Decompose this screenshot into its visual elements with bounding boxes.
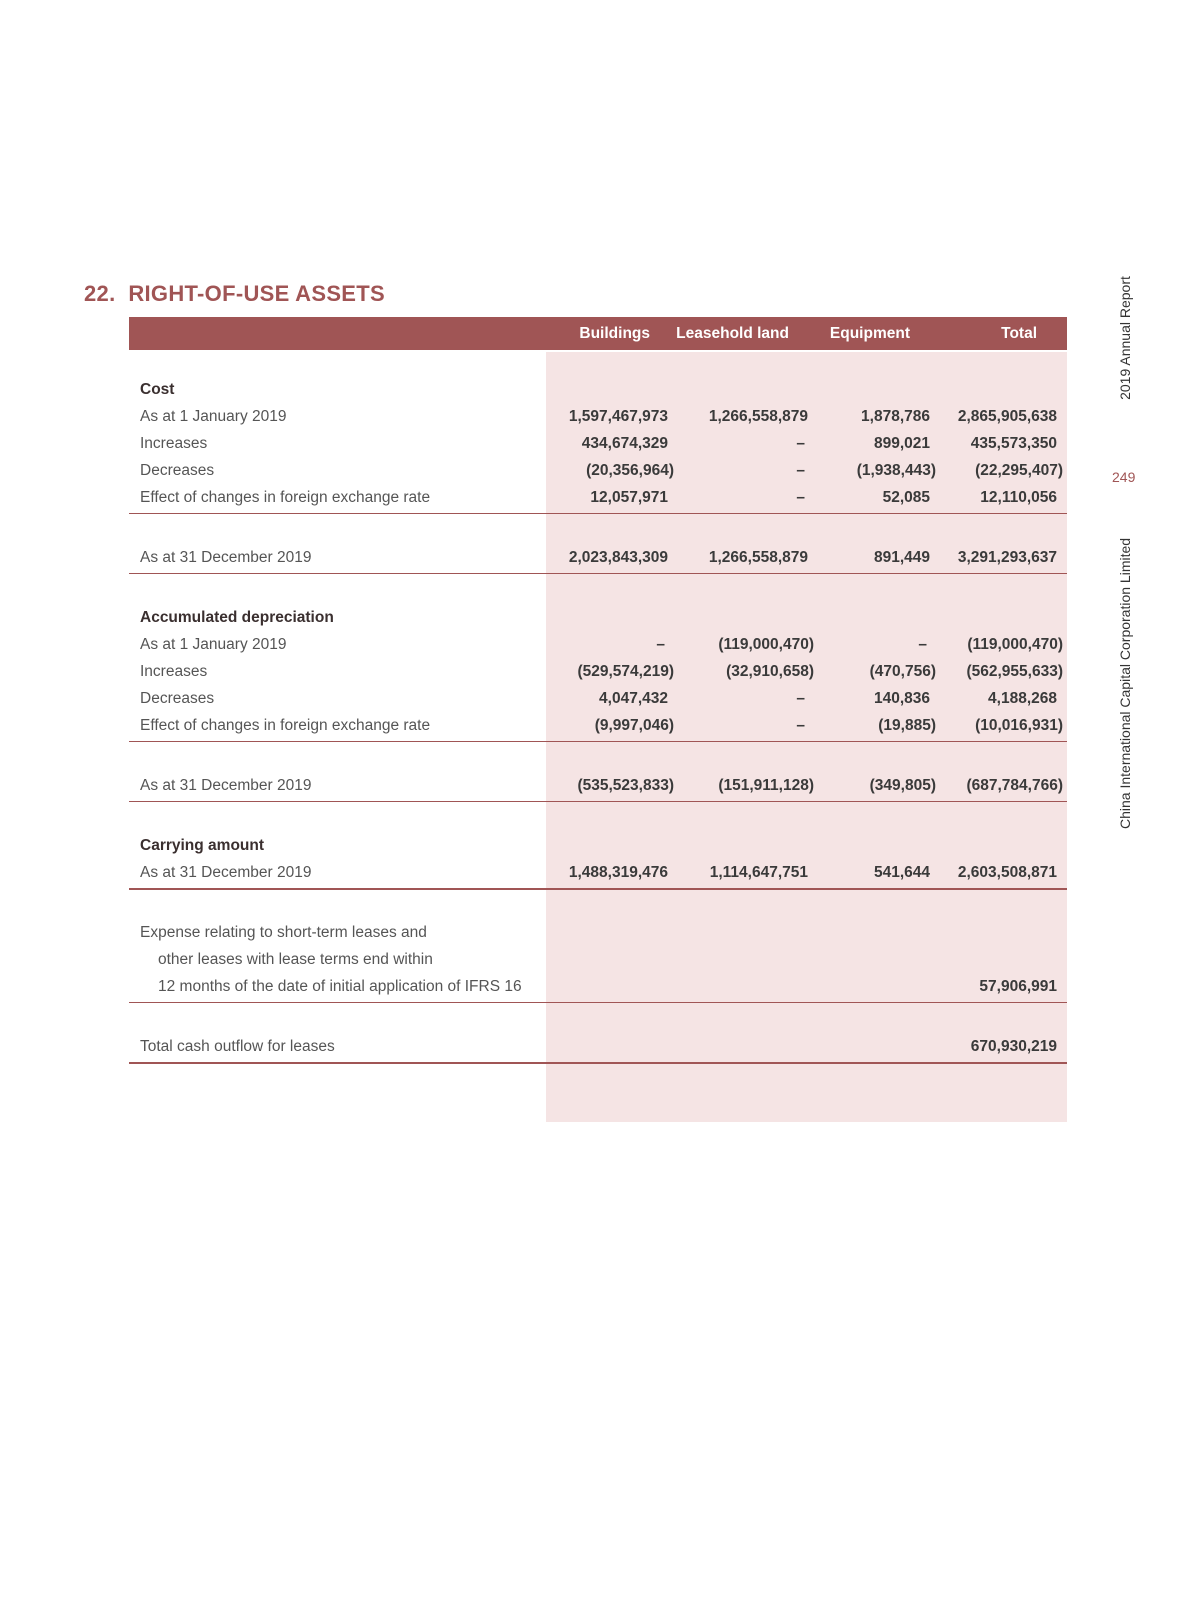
expense-line-row [129, 948, 1067, 976]
depreciation-heading: Accumulated depreciation [140, 609, 334, 626]
cell-total: (687,784,766) [966, 777, 1063, 794]
cell-leasehold-land: – [796, 462, 805, 479]
expense-total-row [129, 975, 1067, 1003]
cell-total: 57,906,991 [979, 978, 1057, 995]
carrying-heading-row [129, 834, 1067, 862]
cell-leasehold-land: (151,911,128) [718, 777, 814, 794]
row-label: Increases [140, 435, 208, 452]
cell-equipment: 1,878,786 [861, 408, 930, 425]
column-header-total: Total [1001, 325, 1037, 342]
cell-total: 3,291,293,637 [957, 549, 1057, 566]
cell-leasehold-land: – [796, 435, 805, 452]
cell-total: 2,603,508,871 [957, 864, 1057, 881]
section-title [84, 281, 385, 307]
cell-total: (22,295,407) [975, 462, 1063, 479]
expense-line-row [129, 921, 1067, 949]
divider [129, 513, 1067, 514]
cell-buildings: – [656, 636, 665, 653]
expense-label-line: other leases with lease terms end within [158, 951, 433, 968]
cell-equipment: (19,885) [878, 717, 936, 734]
cell-buildings: 434,674,329 [581, 435, 668, 452]
section-title-text: RIGHT-OF-USE ASSETS [128, 281, 385, 306]
column-header-leasehold-land: Leasehold land [676, 325, 789, 342]
row-label: Effect of changes in foreign exchange rate [140, 489, 431, 506]
cell-buildings: (20,356,964) [586, 462, 674, 479]
table-row [129, 660, 1067, 688]
page-number: 249 [1112, 469, 1136, 485]
cell-buildings: 4,047,432 [599, 690, 668, 707]
divider [129, 573, 1067, 574]
cell-leasehold-land: (119,000,470) [718, 636, 814, 653]
column-header-equipment: Equipment [829, 325, 910, 342]
cell-buildings: (535,523,833) [577, 777, 674, 794]
cell-total: (119,000,470) [967, 636, 1063, 653]
cell-buildings: (529,574,219) [577, 663, 674, 680]
row-label: As at 31 December 2019 [140, 777, 312, 794]
divider [129, 1062, 1067, 1064]
table-row [129, 633, 1067, 661]
row-label: Total cash outflow for leases [140, 1038, 335, 1055]
cell-total: 435,573,350 [970, 435, 1057, 452]
cell-equipment: 52,085 [882, 489, 930, 506]
table-header [129, 317, 1067, 350]
row-label: As at 1 January 2019 [140, 408, 287, 425]
row-label: Increases [140, 663, 208, 680]
cell-buildings: 1,488,319,476 [568, 864, 668, 881]
table-row [129, 687, 1067, 715]
depreciation-total-row [129, 774, 1067, 802]
divider [129, 1002, 1067, 1003]
cell-total: 12,110,056 [980, 489, 1057, 506]
divider [129, 741, 1067, 742]
cell-total: 4,188,268 [988, 690, 1057, 707]
row-label: Effect of changes in foreign exchange rate [140, 717, 431, 734]
section-number: 22. [84, 281, 116, 306]
table-row [129, 405, 1067, 433]
table-row [129, 486, 1067, 514]
cost-heading-row [129, 378, 1067, 406]
row-label: As at 31 December 2019 [140, 549, 312, 566]
cell-total: (562,955,633) [966, 663, 1063, 680]
cell-buildings: 12,057,971 [590, 489, 668, 506]
row-label: As at 31 December 2019 [140, 864, 312, 881]
cell-buildings: (9,997,046) [594, 717, 674, 734]
cell-equipment: (470,756) [869, 663, 936, 680]
cell-equipment: 899,021 [873, 435, 930, 452]
row-label: Decreases [140, 690, 215, 707]
annual-report-label: 2019 Annual Report [1117, 276, 1133, 400]
table-row [129, 714, 1067, 742]
cell-leasehold-land: – [796, 717, 805, 734]
expense-label-line: Expense relating to short-term leases and [140, 924, 427, 941]
table-row [129, 432, 1067, 460]
cell-total: 670,930,219 [970, 1038, 1057, 1055]
column-header-buildings: Buildings [579, 325, 650, 342]
carrying-heading: Carrying amount [140, 837, 265, 854]
divider [129, 888, 1067, 890]
cell-total: (10,016,931) [975, 717, 1063, 734]
cell-equipment: 891,449 [873, 549, 930, 566]
cash-outflow-row [129, 1035, 1067, 1063]
cost-total-row [129, 546, 1067, 574]
carrying-total-row [129, 861, 1067, 889]
row-label: As at 1 January 2019 [140, 636, 287, 653]
table-row [129, 459, 1067, 487]
cell-leasehold-land: – [796, 489, 805, 506]
cell-leasehold-land: (32,910,658) [726, 663, 814, 680]
cell-equipment: 541,644 [873, 864, 930, 881]
company-name-label: China International Capital Corporation Limited [1117, 537, 1133, 829]
expense-label-line: 12 months of the date of initial application of IFRS 16 [158, 978, 522, 995]
cell-leasehold-land: 1,266,558,879 [708, 549, 808, 566]
divider [129, 801, 1067, 802]
cell-leasehold-land: 1,114,647,751 [709, 864, 808, 881]
cell-leasehold-land: 1,266,558,879 [708, 408, 808, 425]
cell-leasehold-land: – [796, 690, 805, 707]
cell-buildings: 1,597,467,973 [568, 408, 668, 425]
cell-equipment: (1,938,443) [856, 462, 936, 479]
cell-equipment: – [918, 636, 927, 653]
row-label: Decreases [140, 462, 215, 479]
cell-equipment: (349,805) [869, 777, 936, 794]
depreciation-heading-row [129, 606, 1067, 634]
cell-equipment: 140,836 [873, 690, 930, 707]
cell-buildings: 2,023,843,309 [568, 549, 668, 566]
cost-heading: Cost [140, 381, 175, 398]
cell-total: 2,865,905,638 [957, 408, 1057, 425]
